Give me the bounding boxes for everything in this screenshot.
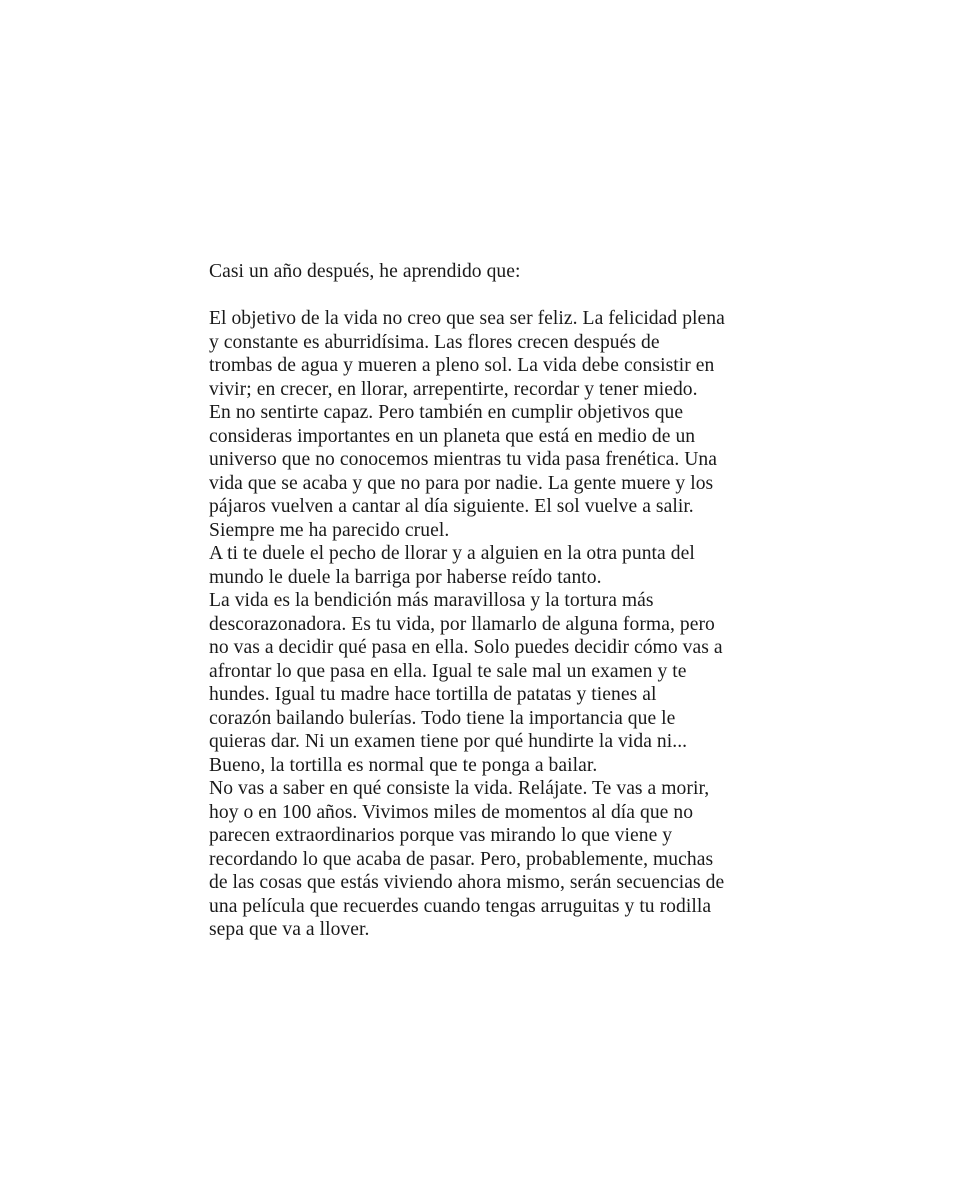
- text-line-22: hoy o en 100 años. Vivimos miles de momentos al día que no: [209, 801, 694, 823]
- text-line-1: El objetivo de la vida no creo que sea ser feliz. La felicidad plena: [209, 308, 725, 329]
- text-line-24: recordando lo que acaba de pasar. Pero, probablemente, muchas: [209, 848, 714, 870]
- text-line-23: parecen extraordinarios porque vas mirando lo que viene y: [209, 825, 673, 846]
- text-line-17: hundes. Igual tu madre hace tortilla de patatas y tienes al: [209, 684, 657, 705]
- text-line-14: descorazonadora. Es tu vida, por llamarlo de alguna forma, pero: [209, 613, 715, 635]
- text-line-21: No vas a saber en qué consiste la vida. Relájate. Te vas a morir,: [209, 778, 710, 799]
- text-line-25: de las cosas que estás viviendo ahora mismo, serán secuencias de: [209, 872, 725, 893]
- text-line-10: Siempre me ha parecido cruel.: [209, 519, 450, 541]
- text-line-2: y constante es aburridísima. Las flores crecen después de: [209, 331, 660, 353]
- intro-line: Casi un año después, he aprendido que:: [209, 261, 521, 282]
- text-line-26: una película que recuerdes cuando tengas arruguitas y tu rodilla: [209, 895, 712, 917]
- text-line-13: La vida es la bendición más maravillosa y la tortura más: [209, 590, 654, 611]
- text-line-16: afrontar lo que pasa en ella. Igual te sale mal un examen y te: [209, 660, 687, 682]
- text-line-27: sepa que va a llover.: [209, 919, 370, 940]
- text-line-3: trombas de agua y mueren a pleno sol. La vida debe consistir en: [209, 355, 715, 376]
- document-text: [209, 260, 769, 942]
- text-line-20: Bueno, la tortilla es normal que te ponga a bailar.: [209, 754, 598, 776]
- text-line-8: vida que se acaba y que no para por nadie. La gente muere y los: [209, 472, 714, 494]
- text-line-7: universo que no conocemos mientras tu vida pasa frenética. Una: [209, 449, 718, 470]
- text-line-12: mundo le duele la barriga por haberse reído tanto.: [209, 566, 602, 588]
- text-line-11: A ti te duele el pecho de llorar y a alguien en la otra punta del: [209, 543, 695, 564]
- text-line-6: consideras importantes en un planeta que está en medio de un: [209, 425, 696, 447]
- paragraph-spacer: [209, 284, 769, 308]
- text-line-19: quieras dar. Ni un examen tiene por qué hundirte la vida ni...: [209, 731, 688, 752]
- text-line-5: En no sentirte capaz. Pero también en cumplir objetivos que: [209, 402, 684, 423]
- text-line-18: corazón bailando bulerías. Todo tiene la importancia que le: [209, 707, 676, 729]
- text-line-9: pájaros vuelven a cantar al día siguiente. El sol vuelve a salir.: [209, 496, 694, 517]
- text-line-4: vivir; en crecer, en llorar, arrepentirte, recordar y tener miedo.: [209, 378, 698, 400]
- text-line-15: no vas a decidir qué pasa en ella. Solo puedes decidir cómo vas a: [209, 637, 723, 658]
